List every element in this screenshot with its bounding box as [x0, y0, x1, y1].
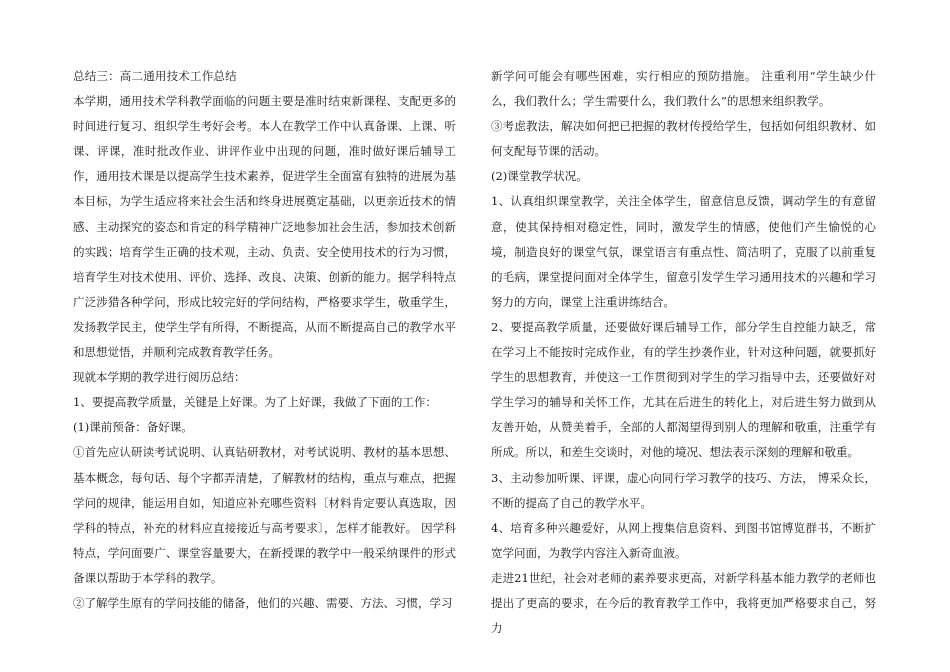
paragraph-item-2: ②了解学生原有的学问技能的储备，他们的兴趣、需要、方法、习惯，学习	[73, 595, 453, 610]
paragraph-item-2-cont: 新学问可能会有哪些困难，实行相应的预防措施。 注重利用“学生缺少什么，我们教什么；学生需要什么，我们教什么”的思想来组织教学。	[491, 69, 876, 109]
paragraph-item-3: ③考虑教法，解决如何把已把握的教材传授给学生，包括如何组织教材、如何支配每节课的活动。	[491, 119, 876, 159]
paragraph-classroom-4: 4、培育多种兴趣爱好，从网上搜集信息资料、到图书馆博览群书，不断扩宽学问面，为教学内容注入新奇血液。	[491, 520, 876, 560]
paragraph-item-1: ①首先应认研读考试说明、认真钻研教材，对考试说明、教材的基本思想、基本概念，每句话、每个字都弄清楚，了解教材的结构，重点与难点，把握学问的规律，能运用自如，知道应补充哪些资料〔材料肯定要认真选取，因学科的特点，补充的材料应直接接近与高考要求〕，怎样才能教好。 因学科特点，学问面要广、课堂容量要大，在新授课的教学中一般采纳课件的形式备课以帮助于本学科的教学。	[73, 445, 456, 585]
paragraph-summary-lead: 现就本学期的教学进行阅历总结：	[73, 370, 246, 385]
paragraph-closing: 走进21世纪，社会对老师的素养要求更高，对新学科基本能力教学的老师也提出了更高的要求，在今后的教育教学工作中，我将更加严格要求自己，努力	[491, 570, 876, 636]
paragraph-lesson-prep: (1)课前预备：备好课。	[73, 420, 193, 435]
right-column	[491, 64, 876, 641]
left-column	[73, 64, 456, 616]
paragraph-intro: 本学期，通用技术学科教学面临的问题主要是准时结束新课程、支配更多的时间进行复习、组织学生考好会考。本人在教学工作中认真备课、上课、听课、评课，准时批改作业、讲评作业中出现的问题，准时做好课后辅导工作，通用技术课是以提高学生技术素养，促进学生全面富有独特的进展为基本目标，为学生适应将来社会生活和终身进展奠定基础，以更亲近技术的情感、主动探究的姿态和肯定的科学精神广泛地参加社会生活，参加技术创新的实践；培育学生正确的技术观，主动、负责、安全使用技术的行为习惯，培育学生对技术使用、评价、选择、改良、决策、创新的能力。据学科特点广泛涉猎各种学问，形成比较完好的学问结构，严格要求学生，敬重学生，发扬教学民主，使学生学有所得，不断提高，从而不断提高自己的教学水平和思想觉悟，并顺利完成教育教学任务。	[73, 94, 456, 360]
paragraph-classroom-1: 1、认真组织课堂教学，关注全体学生，留意信息反馈，调动学生的有意留意，使其保持相对稳定性，同时，激发学生的情感，使他们产生愉悦的心境，制造良好的课堂气氛，课堂语言有重点性、简洁明了，克服了以前重复的毛病，课堂提问面对全体学生，留意引发学生学习通用技术的兴趣和学习努力的方向，课堂上注重讲练结合。	[491, 194, 876, 309]
paragraph-point-1: 1、要提高教学质量，关键是上好课。为了上好课，我做了下面的工作：	[73, 395, 437, 410]
paragraph-classroom-2: 2、要提高教学质量，还要做好课后辅导工作，部分学生自控能力缺乏，常在学习上不能按时完成作业，有的学生抄袭作业，针对这种问题，就要抓好学生的思想教育，并使这一工作贯彻到对学生的学习指导中去，还要做好对学生学习的辅导和关怀工作，尤其在后进生的转化上，对后进生努力做到从友善开始，从赞美着手，全部的人都渴望得到别人的理解和敬重，注重学有所成。所以，和差生交谈时，对他的境况、想法表示深刻的理解和敬重。	[491, 319, 876, 460]
document-title: 总结三：高二通用技术工作总结	[73, 69, 237, 83]
paragraph-classroom-3: 3、主动参加听课、评课，虚心向同行学习教学的技巧、方法， 博采众长，不断的提高了自己的教学水平。	[491, 470, 876, 510]
paragraph-classroom-heading: (2)课堂教学状况。	[491, 169, 588, 184]
